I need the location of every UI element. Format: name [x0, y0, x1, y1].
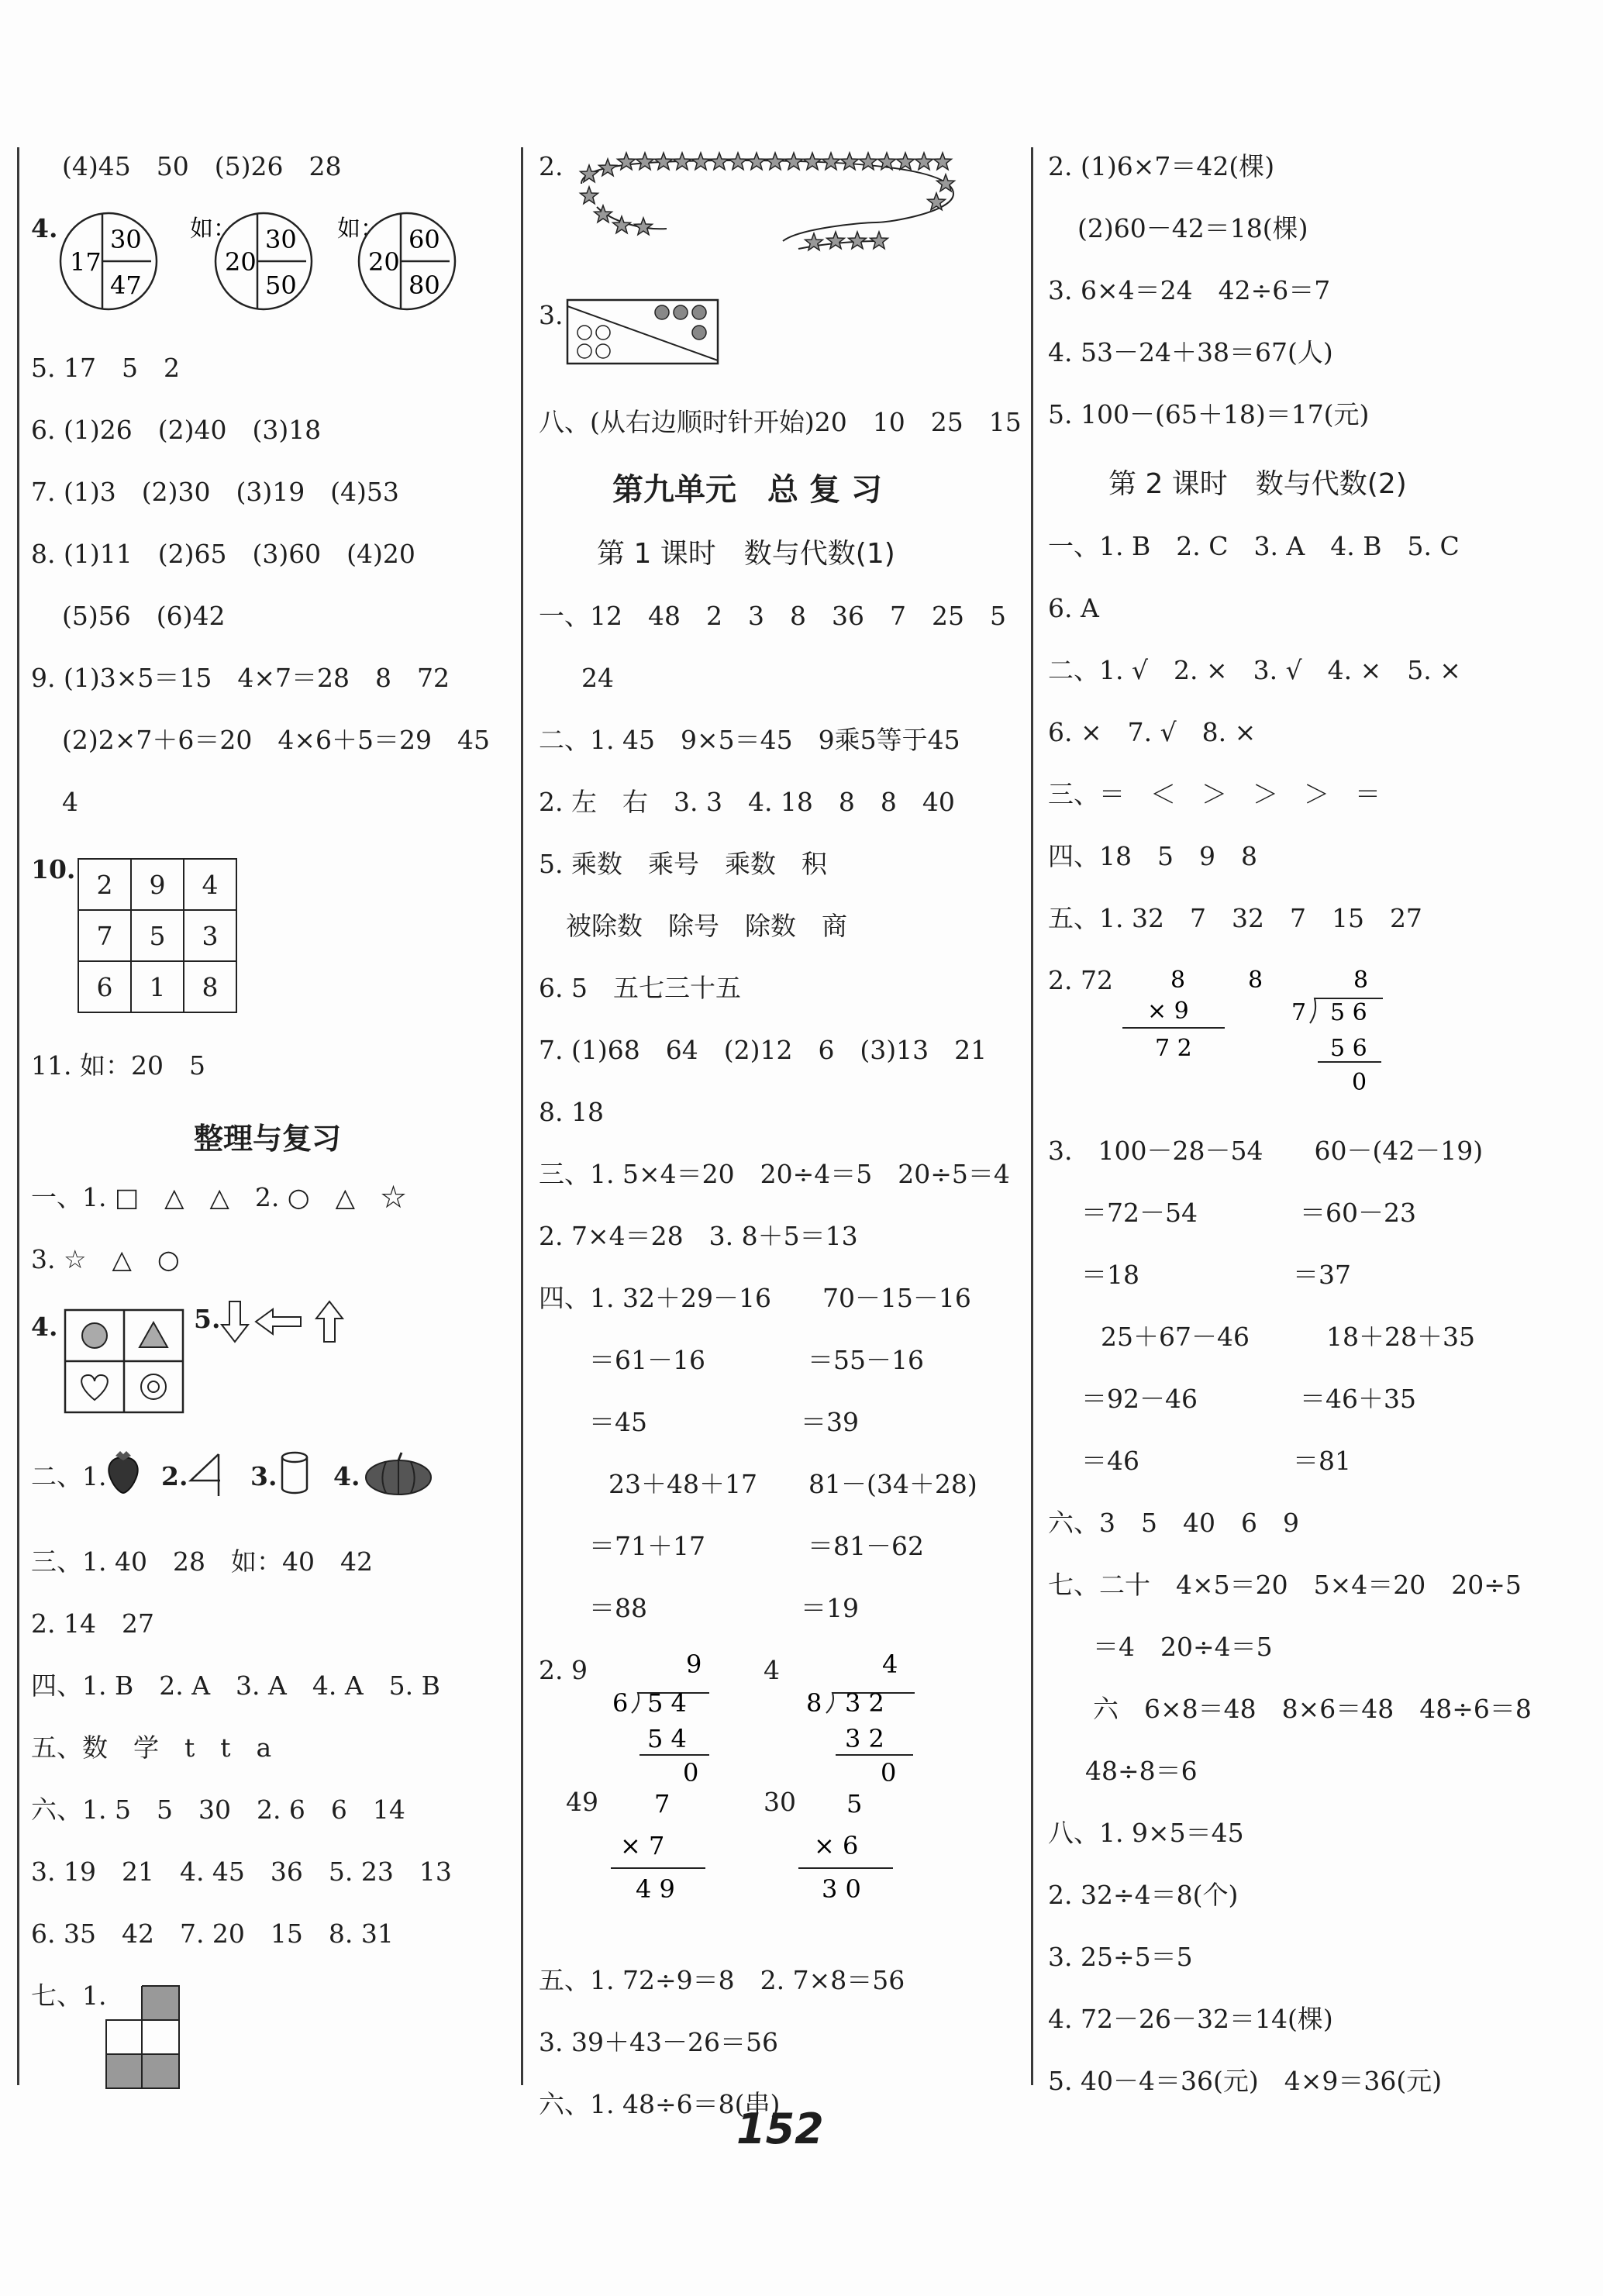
col3-answer-line: 六 6×8＝48 8×6＝48 48÷6＝8	[1093, 1694, 1532, 1724]
shaded-grid-figure	[105, 1984, 182, 2093]
svg-text:4 9: 4 9	[636, 1874, 675, 1904]
col3-answer-line: 4. 53－24＋38＝67(人)	[1048, 337, 1333, 367]
col1-answer-line: 2. 14 27	[31, 1608, 154, 1639]
col3-answer-line: 5. 40－4＝36(元) 4×9＝36(元)	[1048, 2066, 1443, 2096]
svg-text:8: 8	[1170, 967, 1186, 994]
two-2-label: 2.	[161, 1461, 188, 1491]
magic-square-cell: 7	[78, 910, 131, 961]
star-icon	[636, 153, 654, 170]
col3-answer-line: 3. 100－28－54 60－(42－19)	[1048, 1136, 1484, 1166]
circle-2-left: 20	[225, 247, 257, 277]
col2-answer-line: 6. 5 五七三十五	[539, 973, 741, 1003]
col2-answer-line: 2.	[539, 151, 564, 181]
star-icon	[934, 153, 952, 170]
col2-answer-line: ＝88 ＝19	[589, 1593, 859, 1623]
svg-text:6: 6	[612, 1688, 629, 1718]
col1-answer-line: 6. 35 42 7. 20 15 8. 31	[31, 1919, 394, 1949]
col1-answer-line: 9. (1)3×5＝15 4×7＝28 8 72	[31, 663, 450, 693]
heart-icon	[81, 1375, 108, 1400]
col3-answer-line: 三、＝ ＜ ＞ ＞ ＞ ＝	[1048, 779, 1381, 809]
col2-answer-line: 23＋48＋17 81－(34＋28)	[608, 1469, 977, 1499]
col1-answer-line: 4	[62, 787, 78, 817]
col3-answer-line: 五、1. 32 7 32 7 15 27	[1048, 903, 1422, 933]
star-icon	[849, 232, 867, 249]
col1-answer-line: (5)56 (6)42	[62, 601, 226, 631]
col3-answer-line: 2. 72	[1048, 965, 1113, 995]
magic-square-cell: 3	[184, 910, 236, 961]
col2-answer-line: 八、(从右边顺时针开始)20 10 25 15	[539, 407, 1022, 437]
number-circles	[54, 205, 457, 318]
div2-label: 4	[764, 1655, 780, 1685]
column-rule-middle	[521, 147, 523, 2085]
col2-answer-line: 二、1. 45 9×5＝45 9乘5等于45	[539, 725, 960, 755]
triangle-icon	[140, 1322, 167, 1347]
star-icon	[897, 153, 915, 170]
unit-title: 第九单元 总 复 习	[612, 472, 882, 508]
col2-answer-line: 五、1. 72÷9＝8 2. 7×8＝56	[539, 1965, 905, 1995]
col3-answer-line: 七、二十 4×5＝20 5×4＝20 20÷5	[1048, 1570, 1522, 1600]
col3-answer-line: (2)60－42＝18(棵)	[1077, 213, 1308, 243]
cylinder-icon	[278, 1450, 312, 1496]
col1-answer-line: 五、数 学 t t a	[31, 1732, 272, 1763]
svg-text:5: 5	[846, 1789, 863, 1819]
star-icon	[748, 153, 766, 170]
magic-square-grid	[78, 858, 237, 1013]
star-icon	[841, 153, 859, 170]
arrow-down-icon	[222, 1301, 248, 1342]
multiplication-30	[791, 1783, 899, 1907]
magic-square-cell: 8	[184, 961, 236, 1012]
svg-text:0: 0	[881, 1758, 897, 1781]
star-icon	[618, 153, 636, 170]
division-9	[601, 1650, 725, 1781]
svg-text:0: 0	[1352, 1069, 1367, 1096]
svg-text:3 2: 3 2	[845, 1724, 884, 1753]
col1-answer-line: 7. (1)3 (2)30 (3)19 (4)53	[31, 477, 399, 507]
star-icon	[860, 153, 877, 170]
col1-answer-line: 3. ☆ △ ○	[31, 1244, 180, 1274]
col2-answer-line: 8. 18	[539, 1097, 604, 1127]
magic-square-cell: 4	[184, 859, 236, 910]
star-icon	[767, 153, 784, 170]
star-icon	[870, 232, 888, 249]
col1-answer-line: (4)45 50 (5)26 28	[62, 151, 342, 181]
dotted-circle-icon	[82, 1323, 107, 1348]
star-icon	[785, 153, 803, 170]
col1-answer-line: 一、1. □ △ △ 2. ○ △ ☆	[31, 1182, 407, 1212]
col3-answer-line: 一、1. B 2. C 3. A 4. B 5. C	[1048, 531, 1460, 561]
lesson-1-title: 第 1 课时 数与代数(1)	[597, 538, 895, 570]
item-4-label: 4.	[31, 213, 58, 243]
col2-answer-line: 六、1. 48÷6＝8(串)	[539, 2089, 781, 2119]
rectangle-circles-figure	[566, 298, 721, 367]
col2-answer-line: 7. (1)68 64 (2)12 6 (3)13 21	[539, 1035, 988, 1065]
svg-text:9: 9	[686, 1650, 702, 1679]
svg-text:7: 7	[1291, 999, 1307, 1026]
star-icon	[729, 153, 747, 170]
col3-answer-line: ＝18 ＝37	[1081, 1260, 1351, 1290]
col2-answer-line: ＝61－16 ＝55－16	[589, 1345, 924, 1375]
col1-answer-line: 3. 19 21 4. 45 36 5. 23 13	[31, 1856, 452, 1887]
section-title-review: 整理与复习	[194, 1122, 342, 1156]
column-rule-right	[1031, 147, 1033, 2085]
star-icon	[711, 153, 729, 170]
circle-3-left: 20	[368, 247, 400, 277]
lesson-2-title: 第 2 课时 数与代数(2)	[1108, 468, 1407, 500]
col1-answer-line: (2)2×7＋6＝20 4×6＋5＝29 45	[62, 725, 490, 755]
star-icon	[635, 218, 653, 235]
col2-answer-line: 3. 39＋43－26＝56	[539, 2027, 778, 2057]
circle-3-bottom: 80	[409, 271, 440, 300]
star-icon	[822, 153, 840, 170]
svg-text:5 6: 5 6	[1330, 999, 1367, 1026]
col1-answer-line: 七、1.	[31, 1981, 107, 2011]
col1-answer-line: 8. (1)11 (2)65 (3)60 (4)20	[31, 539, 415, 569]
col1-answer-line: 六、1. 5 5 30 2. 6 6 14	[31, 1794, 405, 1825]
star-icon	[915, 153, 933, 170]
svg-text:5 4: 5 4	[647, 1724, 687, 1753]
svg-text:8: 8	[1248, 967, 1263, 994]
star-icon	[804, 153, 822, 170]
col2-answer-line: 被除数 除号 除数 商	[566, 911, 847, 941]
magic-square-cell: 6	[78, 961, 131, 1012]
col2-answer-line: 3.	[539, 300, 564, 330]
col1-answer-line: 二、1.	[31, 1461, 107, 1491]
circle-diagram-3	[359, 213, 455, 309]
circle-diagram-1	[60, 213, 157, 309]
circle-3-top: 60	[409, 225, 440, 254]
magic-square-cell: 1	[131, 961, 184, 1012]
svg-text:× 9: × 9	[1147, 998, 1189, 1025]
col1-answer-line: 四、1. B 2. A 3. A 4. A 5. B	[31, 1670, 440, 1701]
example-label-2: 如：	[337, 215, 384, 243]
two-3-label: 3.	[250, 1461, 278, 1491]
angle-figure-icon	[188, 1451, 223, 1498]
col3-answer-line: 6. A	[1048, 593, 1099, 623]
circle-1-bottom: 47	[110, 271, 142, 300]
page-number: 152	[736, 2105, 824, 2153]
circle-diagram-2	[215, 213, 312, 309]
magic-square-cell: 2	[78, 859, 131, 910]
col3-answer-line: 八、1. 9×5＝45	[1048, 1818, 1244, 1848]
col2-answer-line: ＝71＋17 ＝81－62	[589, 1531, 924, 1561]
col2-answer-line: 2. 左 右 3. 3 4. 18 8 8 40	[539, 787, 955, 817]
col3-answer-line: 5. 100－(65＋18)＝17(元)	[1048, 399, 1370, 429]
svg-text:5 4: 5 4	[647, 1688, 687, 1718]
magic-square-cell: 9	[131, 859, 184, 910]
svg-text:3 0: 3 0	[822, 1874, 861, 1904]
col3-answer-line: 2. 32÷4＝8(个)	[1048, 1880, 1239, 1910]
svg-text:8: 8	[806, 1688, 822, 1718]
circle-2-bottom: 50	[265, 271, 297, 300]
svg-text:7 2: 7 2	[1155, 1035, 1192, 1062]
magic-square-cell: 5	[131, 910, 184, 961]
column-rule-left	[17, 147, 19, 2085]
col3-answer-line: ＝46 ＝81	[1081, 1446, 1351, 1476]
col2-answer-line: 2. 9	[539, 1655, 588, 1685]
star-icon	[655, 153, 673, 170]
item-10-label: 10.	[31, 854, 76, 884]
col3-answer-line: 48÷8＝6	[1085, 1756, 1198, 1786]
col1-answer-line: 5. 17 5 2	[31, 353, 180, 383]
col2-answer-line: 四、1. 32＋29－16 70－15－16	[539, 1283, 971, 1313]
svg-text:8: 8	[1353, 967, 1369, 994]
col2-answer-line: 24	[581, 663, 614, 693]
svg-text:7: 7	[654, 1789, 671, 1819]
svg-text:0: 0	[683, 1758, 699, 1781]
svg-text:× 6: × 6	[814, 1831, 859, 1860]
circle-1-top: 30	[110, 225, 142, 254]
svg-text:5 6: 5 6	[1330, 1035, 1367, 1062]
star-icon	[581, 187, 598, 204]
item-5-label: 5.	[194, 1304, 221, 1334]
col2-answer-line: ＝45 ＝39	[589, 1407, 859, 1437]
col3-answer-line: ＝4 20÷4＝5	[1093, 1632, 1273, 1662]
svg-text:4: 4	[882, 1650, 898, 1679]
star-icon	[692, 153, 710, 170]
division-4	[791, 1650, 930, 1781]
star-icon	[827, 232, 845, 249]
star-icon	[599, 159, 617, 176]
mul2-label: 30	[764, 1787, 796, 1817]
col3-answer-line: 4. 72－26－32＝14(棵)	[1048, 2004, 1333, 2034]
shape-grid	[64, 1308, 188, 1417]
item-4b-label: 4.	[31, 1312, 58, 1342]
stars-figure	[566, 151, 969, 271]
col2-answer-line: 三、1. 5×4＝20 20÷4＝5 20÷5＝4	[539, 1159, 1010, 1189]
two-4-label: 4.	[333, 1461, 360, 1491]
svg-text:3 2: 3 2	[845, 1688, 884, 1718]
col3-answer-line: 六、3 5 40 6 9	[1048, 1508, 1299, 1538]
circle-1-left: 17	[70, 247, 102, 277]
col3-answer-line: 四、18 5 9 8	[1048, 841, 1257, 871]
col3-answer-line: ＝72－54 ＝60－23	[1081, 1198, 1416, 1228]
col3-answer-line: 6. × 7. √ 8. ×	[1048, 717, 1257, 747]
col2-answer-line: 一、12 48 2 3 8 36 7 25 5	[539, 601, 1006, 631]
star-icon	[674, 153, 691, 170]
concentric-circle-icon	[141, 1374, 166, 1399]
division-56	[1279, 961, 1403, 1108]
col1-answer-line: 三、1. 40 28 如：40 42	[31, 1546, 373, 1577]
col1-answer-line: 11. 如：20 5	[31, 1050, 205, 1081]
arrow-up-icon	[316, 1301, 343, 1342]
col2-answer-line: 2. 7×4＝28 3. 8＋5＝13	[539, 1221, 858, 1251]
arrows-figure	[217, 1298, 349, 1345]
mul1-label: 49	[566, 1787, 598, 1817]
col3-answer-line: 3. 25÷5＝5	[1048, 1942, 1193, 1972]
example-label-1: 如：	[190, 215, 236, 243]
col3-answer-line: 3. 6×4＝24 42÷6＝7	[1048, 275, 1331, 305]
arrow-left-icon	[256, 1309, 301, 1334]
svg-text:× 7: × 7	[620, 1831, 665, 1860]
strawberry-icon	[105, 1448, 142, 1494]
col3-answer-line: 2. (1)6×7＝42(棵)	[1048, 151, 1275, 181]
col3-answer-line: ＝92－46 ＝46＋35	[1081, 1384, 1416, 1414]
col3-answer-line: 二、1. √ 2. × 3. √ 4. × 5. ×	[1048, 655, 1461, 685]
col3-answer-line: 25＋67－46 18＋28＋35	[1101, 1322, 1475, 1352]
multiplication-49	[605, 1783, 713, 1907]
star-icon	[928, 193, 946, 210]
col2-answer-line: 5. 乘数 乘号 乘数 积	[539, 849, 827, 879]
col1-answer-line: 6. (1)26 (2)40 (3)18	[31, 415, 322, 445]
pumpkin-icon	[363, 1450, 434, 1496]
circle-2-top: 30	[265, 225, 297, 254]
